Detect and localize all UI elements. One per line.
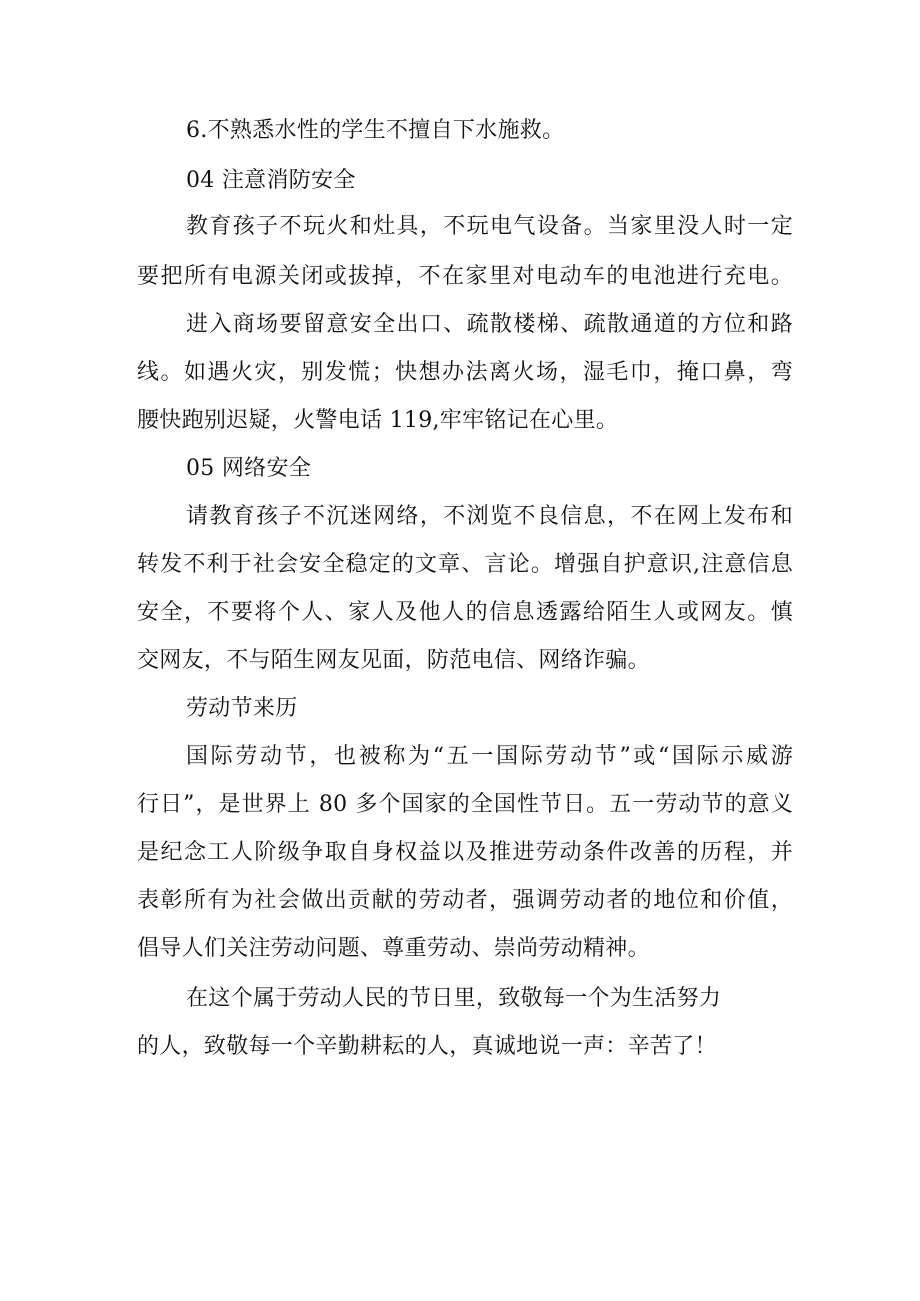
heading-network-safety: 05 网络安全 — [186, 456, 312, 481]
heading-fire-safety: 04 注意消防安全 — [186, 168, 356, 193]
heading-labor-day-origin: 劳动节来历 — [186, 696, 298, 721]
paragraph-line: 教育孩子不玩火和灶具，不玩电气设备。当家里没人时一定 — [186, 214, 793, 239]
paragraph-line: 交网友，不与陌生网友见面，防范电信、网络诈骗。 — [137, 648, 650, 673]
paragraph-line: 安全，不要将个人、家人及他人的信息透露给陌生人或网友。慎 — [137, 600, 793, 625]
text-line-water-safety: 6.不熟悉水性的学生不擅自下水施救。 — [186, 118, 565, 143]
paragraph-line: 国际劳动节，也被称为“五一国际劳动节”或“国际示威游 — [186, 744, 793, 769]
paragraph-line: 的人，致敬每一个辛勤耕耘的人，真诚地说一声：辛苦了！ — [137, 1034, 717, 1059]
paragraph-line: 倡导人们关注劳动问题、尊重劳动、崇尚劳动精神。 — [137, 936, 650, 961]
paragraph-line: 腰快跑别迟疑，火警电话 119,牢牢铭记在心里。 — [137, 408, 619, 433]
paragraph-line: 进入商场要留意安全出口、疏散楼梯、疏散通道的方位和路 — [186, 312, 793, 337]
paragraph-line: 要把所有电源关闭或拔掉，不在家里对电动车的电池进行充电。 — [137, 264, 793, 289]
paragraph-line: 是纪念工人阶级争取自身权益以及推进劳动条件改善的历程，并 — [137, 840, 793, 865]
paragraph-line: 行日”，是世界上 80 多个国家的全国性节日。五一劳动节的意义 — [137, 792, 793, 817]
paragraph-line: 线。如遇火灾，别发慌；快想办法离火场，湿毛巾，掩口鼻，弯 — [137, 360, 793, 385]
paragraph-line: 在这个属于劳动人民的节日里，致敬每一个为生活努力 — [186, 986, 722, 1011]
paragraph-line: 表彰所有为社会做出贡献的劳动者，强调劳动者的地位和价值， — [137, 888, 793, 913]
paragraph-line: 转发不利于社会安全稳定的文章、言论。增强自护意识,注意信息 — [137, 552, 793, 577]
paragraph-line: 请教育孩子不沉迷网络，不浏览不良信息，不在网上发布和 — [186, 504, 793, 529]
